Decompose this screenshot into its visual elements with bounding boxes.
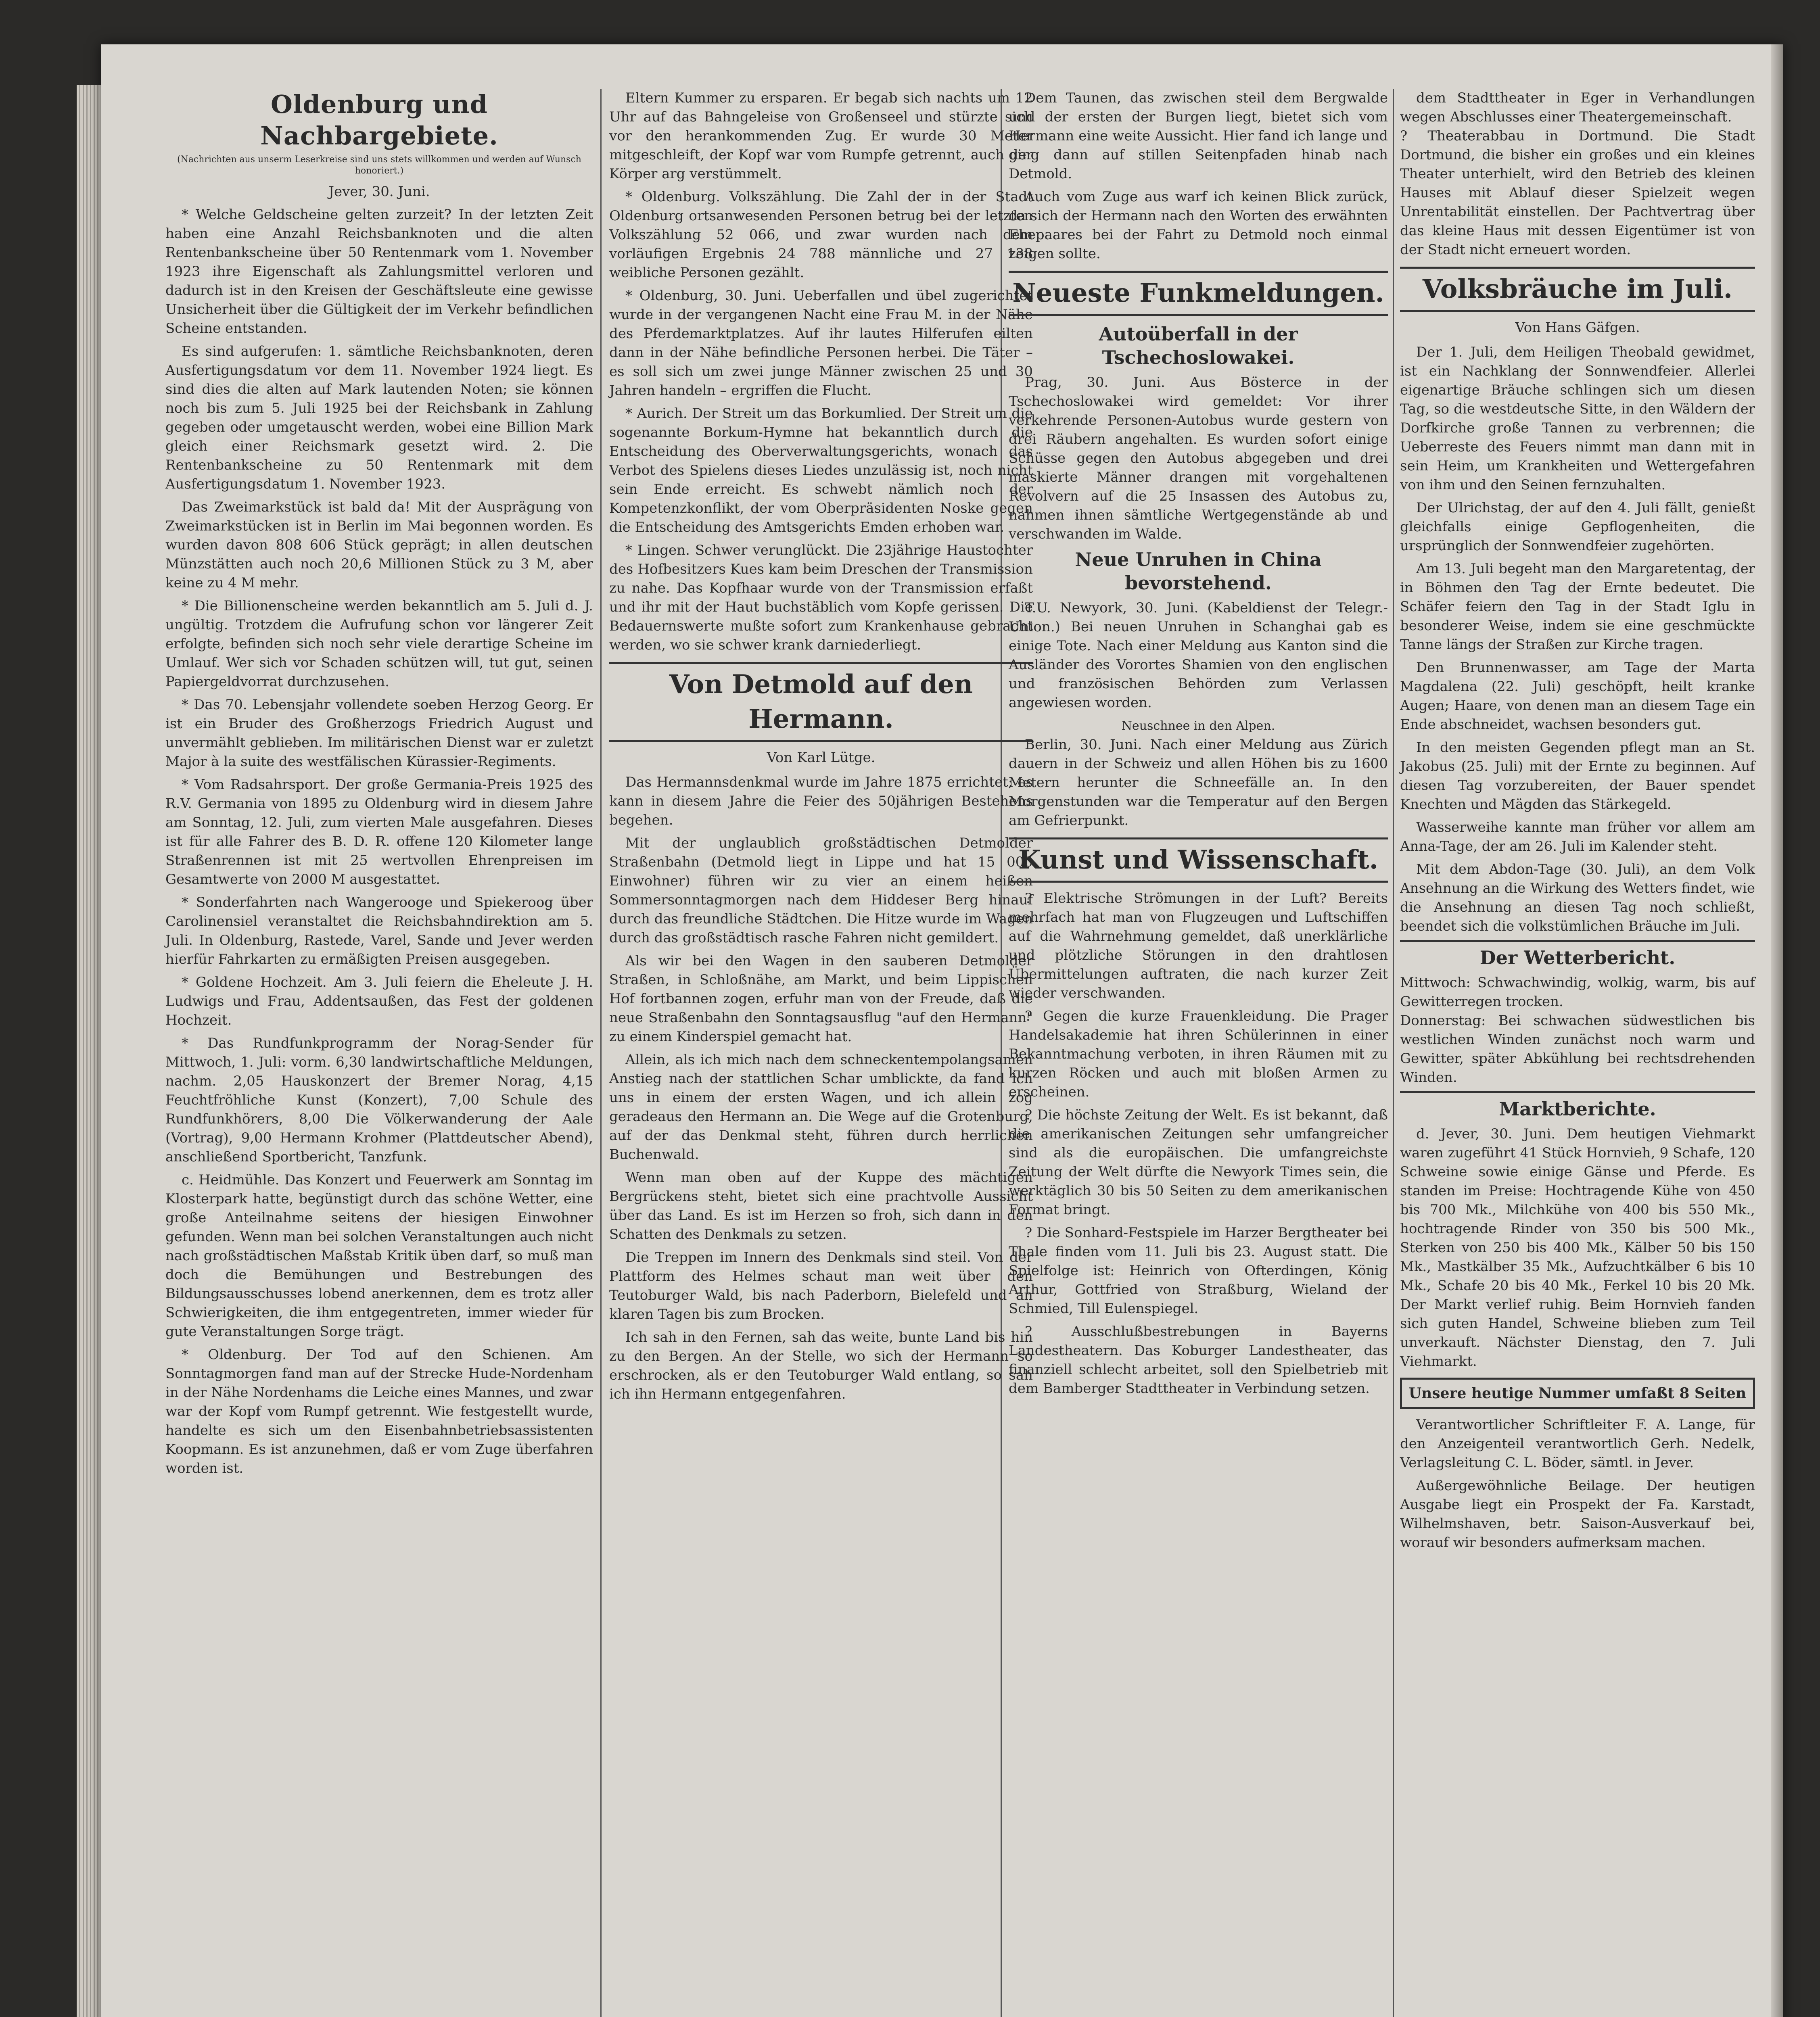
article-paragraph: T.U. Newyork, 30. Juni. (Kabeldienst der Telegr.-Union.) Bei neuen Unruhen in Schanghai gab es einige Tote. Nach einer Meldung aus Kanton sind die Ausländer des Vorortes Shamien von den englischen und französischen Behörden zum Verlassen angewiesen worden. — [1009, 600, 1388, 711]
detmold-heading: Von Detmold auf den Hermann. — [609, 662, 1033, 742]
article-paragraph: * Oldenburg. Der Tod auf den Schienen. Am Sonntagmorgen fand man auf der Strecke Hude-Nordenham in der Nähe Nordenhams die Leiche eines Mannes, und zwar war der Kopf vom Rumpf getrennt. Wie festgestellt wurde, handelte es sich um den Eisenbahnbetriebsassistenten Koopmann. Es ist anzunehmen, daß er vom Zuge überfahren worden ist. — [165, 1347, 593, 1476]
article-paragraph: Dem Taunen, das zwischen steil dem Bergwalde und der ersten der Burgen liegt, bietet sich vom Hermann eine weite Aussicht. Hier fand ich lange und ging dann auf stillen Seitenpfaden hinab nach Detmold. — [1009, 90, 1388, 182]
funk-subheading: Neue Unruhen in China bevorstehend. — [1075, 549, 1322, 594]
article-paragraph: Mit dem Abdon-Tage (30. Juli), an dem Volk Ansehnung an die Wirkung des Wetters findet, wie die Ansehnung an diesen Tag noch schließt, beendet sich die volkstümlichen Bräuche im Juli. — [1400, 861, 1755, 934]
page-right-edge — [1771, 44, 1783, 2017]
article-paragraph: ? Die höchste Zeitung der Welt. Es ist bekannt, daß die amerikanischen Zeitungen sehr umfangreicher sind als die europäischen. Die umfangreichste Zeitung der Welt dürfte die Newyork Times sein, die werktäglich 30 bis 50 Seiten zu dem amerikanischen Format bringt. — [1009, 1107, 1388, 1218]
article-paragraph: Berlin, 30. Juni. Nach einer Meldung aus Zürich dauern in der Schweiz und allen Höhen bis zu 1600 Metern herunter die Schneefälle an. In den Morgenstunden war die Temperatur auf den Bergen am Gefrierpunkt. — [1009, 737, 1388, 829]
article-paragraph: Prag, 30. Juni. Aus Bösterce in der Tschechoslowakei wird gemeldet: Vor ihrer verkehrende Personen-Autobus wurde gestern von drei Räubern angehalten. Es wurden sofort einige Schüsse gegen den Autobus abgegeben und drei maskierte Männer drangen mit vorgehaltenen Revolvern auf die 25 Insassen des Autobus zu, nahmen ihnen sämtliche Wertgegenstände ab und verschwanden im Walde. — [1009, 374, 1388, 542]
article-paragraph: * Vom Radsahrsport. Der große Germania-Preis 1925 des R.V. Germania von 1895 zu Oldenburg wird in diesem Jahre am Sonntag, 12. Juli, zum vierten Male ausgefahren. Dieses ist für alle Fahrer des B. D. R. offene 120 Kilometer lange Straßenrennen ist mit 25 wertvollen Ehrenpreisen im Gesamtwerte von 2000 M ausgestattet. — [165, 777, 593, 887]
column-2 — [609, 89, 1033, 1408]
article-paragraph: Wenn man oben auf der Kuppe des mächtigen Bergrückens steht, bietet sich eine prachtvolle Aussicht über das Land. Es ist im Herzen so froh, sich dann in den Schatten des Denkmals zu setzen. — [609, 1169, 1033, 1242]
article-paragraph: Es sind aufgerufen: 1. sämtliche Reichsbanknoten, deren Ausfertigungsdatum vor dem 11. November 1924 liegt. Es sind dies die alten auf Mark lautenden Noten; sie können noch bis zum 5. Juli 1925 bei der Reichsbank in Zahlung gegeben oder umgetauscht werden, wobei eine Billion Mark gleich einer Reichsmark gesetzt wird. 2. Die Rentenbankscheine zu 50 Rentenmark mit dem Ausfertigungsdatum 1. November 1923. — [165, 343, 593, 492]
beilage-note: Außergewöhnliche Beilage. Der heutigen Ausgabe liegt ein Prospekt der Fa. Karstadt, Wilhelmshaven, betr. Saison-Ausverkauf bei, worauf wir besonders aufmerksam machen. — [1400, 1478, 1755, 1551]
article-paragraph: * Das Rundfunkprogramm der Norag-Sender für Mittwoch, 1. Juli: vorm. 6,30 landwirtschaftliche Meldungen, nachm. 2,05 Hauskonzert der Bremer Norag, 4,15 Feuchtfröhliche Kunst (Konzert), 7,00 Schule des Rundfunkhörers, 8,00 Die Völkerwanderung der Aale (Vortrag), 9,00 Hermann Krohmer (Plattdeutscher Abend), anschließend Sportbericht, Tanzfunk. — [165, 1035, 593, 1165]
article-paragraph: Als wir bei den Wagen in den sauberen Detmolder Straßen, in Schloßnähe, am Markt, und beim Lippischen Hof fortbannen zogen, erfuhr man von der Freude, daß die neue Straßenbahn den Sonntagsausflug "auf den Hermann" zu einem Kinderspiel gemacht hat. — [609, 953, 1033, 1045]
article-paragraph: ? Die Sonhard-Festspiele im Harzer Bergtheater bei Thale finden vom 11. Juli bis 23. August statt. Die Spielfolge ist: Heinrich von Ofterdingen, König Arthur, Gottfried von Straßburg, Wieland der Schmied, Till Eulenspiegel. — [1009, 1225, 1388, 1317]
kunst-heading: Kunst und Wissenschaft. — [1009, 837, 1388, 883]
wetter-heading: Der Wetterbericht. — [1400, 940, 1755, 969]
article-paragraph: Wasserweihe kannte man früher vor allem am Anna-Tage, der am 26. Juli im Kalender steht. — [1400, 819, 1755, 854]
column-rule — [600, 89, 602, 2017]
article-paragraph: Das Zweimarkstück ist bald da! Mit der Ausprägung von Zweimarkstücken ist in Berlin im Mai begonnen worden. Es wurden davon 808 606 Stück geprägt; in allen deutschen Münzstätten auch noch 20,6 Millionen Stück zu 3 M, aber keine zu 4 M mehr. — [165, 499, 593, 591]
article-paragraph: ? Gegen die kurze Frauenkleidung. Die Prager Handelsakademie hat ihren Schülerinnen in einer Bekanntmachung verboten, in ihren Räumen mit zu kurzen Röcken und auch mit bloßen Armen zu erscheinen. — [1009, 1008, 1388, 1100]
volk-heading: Volksbräuche im Juli. — [1400, 267, 1755, 312]
article-paragraph: * Welche Geldscheine gelten zurzeit? In der letzten Zeit haben eine Anzahl Reichsbanknoten und die alten Rentenbankscheine über 50 Rentenmark vom 1. November 1923 ihre Eigenschaft als Zahlungsmittel verloren und dadurch ist in den Kreisen der Geschäftsleute eine gewisse Unsicherheit über die Gültigkeit der im Verkehr befindlichen Scheine entstanden. — [165, 207, 593, 336]
article-paragraph: Am 13. Juli begeht man den Margaretentag, der in Böhmen den Tag der Ernte bedeutet. Die Schäfer feiern den Tag in der Stadt Iglu in besonderer Weise, indem sie eine geschmückte Tanne längs der Straßen zur Kirche tragen. — [1400, 561, 1755, 653]
article-paragraph: ? Ausschlußbestrebungen in Bayerns Landestheatern. Das Koburger Landestheater, das finanziell schlecht arbeitet, soll den Spielbetrieb mit dem Bamberger Stadttheater in Verbindung setzen. — [1009, 1324, 1388, 1397]
article-paragraph: Eltern Kummer zu ersparen. Er begab sich nachts um 12 Uhr auf das Bahngeleise von Großenseel und stürzte sich vor den herankommenden Zug. Er wurde 30 Meter mitgeschleift, der Kopf war vom Rumpfe getrennt, auch der Körper arg verstümmelt. — [609, 90, 1033, 182]
article-paragraph: ? Elektrische Strömungen in der Luft? Bereits mehrfach hat man von Flugzeugen und Luftschiffen auf die Wahrnehmung gemeldet, daß unerklärliche und plötzliche Störungen in den drahtlosen Übermittelungen auftraten, die nach kurzer Zeit wieder verschwanden. — [1009, 890, 1388, 1001]
funk-subheading: Autoüberfall in der Tschechoslowakei. — [1099, 323, 1298, 368]
dateline: Jever, 30. Juni. — [328, 184, 430, 200]
section-title: Oldenburg und Nachbargebiete. — [260, 90, 498, 150]
article-paragraph: * Die Billionenscheine werden bekanntlich am 5. Juli d. J. ungültig. Trotzdem die Aufrufung schon vor längerer Zeit erfolgte, befinden sich noch sehr viele derartige Scheine im Umlauf. Wer sich vor Schaden schützen will, tut gut, seinen Papiergeldvorrat durchzusehen. — [165, 598, 593, 690]
article-paragraph: dem Stadttheater in Eger in Verhandlungen wegen Abschlusses einer Theatergemeinschaft. ? Theaterabbau in Dortmund. Die Stadt Dortmund, die bisher ein großes und ein kleines Theater unterhielt, wird den Betrieb des kleinen Hauses mit Ablauf dieser Spielzeit wegen Unrentabilität einstellen. Der Pachtvertrag über das kleine Haus mit dessen Eigentümer ist von der Stadt nicht erneuert worden. — [1400, 90, 1755, 258]
column-3 — [1009, 89, 1388, 1402]
article-paragraph: * Sonderfahrten nach Wangerooge und Spiekeroog über Carolinensiel veranstaltet die Reichsbahndirektion am 5. Juli. In Oldenburg, Rastede, Varel, Sande und Jever werden hierfür Fahrkarten zu ermäßigten Preisen ausgegeben. — [165, 894, 593, 967]
article-paragraph: Mit der unglaublich großstädtischen Detmolder Straßenbahn (Detmold liegt in Lippe und hat 15 000 Einwohner) führen wir zu vier an einem heißen Sommersonntagmorgen nach dem Hiddeser Berg hinauf durch das freundliche Städtchen. Die Hitze wurde im Wagen durch das großstädtisch rasche Fahren nicht gemildert. — [609, 835, 1033, 946]
volk-byline: Von Hans Gäfgen. — [1515, 319, 1640, 336]
impressum: Verantwortlicher Schriftleiter F. A. Lange, für den Anzeigenteil verantwortlich Gerh. Nedelk, Verlagsleitung C. L. Böder, sämtl. in Jever. — [1400, 1417, 1755, 1471]
article-paragraph: Ich sah in den Fernen, sah das weite, bunte Land bis hin zu den Bergen. An der Stelle, wo sich der Hermann so erschrocken, als er den Teutoburger Wald entlang, so sah ich ihn Hermann entgegenfahren. — [609, 1329, 1033, 1402]
article-paragraph: Der Ulrichstag, der auf den 4. Juli fällt, genießt gleichfalls einige Gepflogenheiten, die ursprünglich der Sonnwendfeier zugehörten. — [1400, 500, 1755, 554]
article-paragraph: Den Brunnenwasser, am Tage der Marta Magdalena (22. Juli) geschöpft, heilt kranke Augen; Haare, von denen man an diesem Tage ein Ende abschneidet, wachsen besonders gut. — [1400, 660, 1755, 733]
article-paragraph: * Das 70. Lebensjahr vollendete soeben Herzog Georg. Er ist ein Bruder des Großherzogs Friedrich August und unvermählt geblieben. Im militärischen Dienst war er zuletzt Major à la suite des westfälischen Kürassier-Regiments. — [165, 697, 593, 770]
article-paragraph: Allein, als ich mich nach dem schneckentempolangsamen Anstieg nach der stattlichen Schar umblickte, da fand ich uns in einem der ersten Wagen, und ich allein zog geradeaus den Hermann an. Die Wege auf die Grotenburg, auf der das Denkmal steht, führen durch herrlichen Buchenwald. — [609, 1052, 1033, 1163]
article-paragraph: Das Hermannsdenkmal wurde im Jahre 1875 errichtet; es kann in diesem Jahre die Feier des 50jährigen Bestehens begehen. — [609, 774, 1033, 828]
article-paragraph: * Oldenburg. Volkszählung. Die Zahl der in der Stadt Oldenburg ortsanwesenden Personen betrug bei der letzten Volkszählung 52 066, und zwar wurden nach dem vorläufigen Ergebnis 24 788 männliche und 27 138 weibliche Personen gezählt. — [609, 189, 1033, 281]
article-paragraph: * Lingen. Schwer verunglückt. Die 23jährige Haustochter des Hofbesitzers Kues kam beim Dreschen der Transmission zu nahe. Das Kopfhaar wurde von der Transmission erfaßt und ihr mit der Haut buchstäblich vom Kopfe gerissen. Die Bedauernswerte mußte sofort zum Krankenhause gebracht werden, wo sie schwer krank darniederliegt. — [609, 542, 1033, 653]
markt-text: d. Jever, 30. Juni. Dem heutigen Viehmarkt waren zugeführt 41 Stück Hornvieh, 9 Schafe, 120 Schweine sowie einige Gänse und Pferde. Es standen im Preise: Hochtragende Kühe von 450 bis 700 Mk., Milchkühe von 400 bis 550 Mk., hochtragende Rinder von 350 bis 500 Mk., Sterken von 250 bis 400 Mk., Kälber 50 bis 150 Mk., Mastkälber 35 Mk., Aufzuchtkälber 6 bis 10 Mk., Schafe 20 bis 40 Mk., Ferkel 10 bis 20 Mk. Der Markt verlief ruhig. Beim Hornvieh fanden sich guten Handel, Schweine blieben zum Teil unverkauft. Nächster Dienstag, den 7. Juli Viehmarkt. — [1400, 1126, 1755, 1370]
article-paragraph: Die Treppen im Innern des Denkmals sind steil. Von der Plattform des Helmes schaut man weit über den Teutoburger Wald, bis nach Paderborn, Bielefeld und an klaren Tagen bis zum Brocken. — [609, 1249, 1033, 1322]
article-paragraph: In den meisten Gegenden pflegt man an St. Jakobus (25. Juli) mit der Ernte zu beginnen. Auf diesen Tag vorzubereiten, der Bauer spendet Knechten und Mägden das Stärkegeld. — [1400, 739, 1755, 812]
article-paragraph: * Oldenburg, 30. Juni. Ueberfallen und übel zugerichtet wurde in der vergangenen Nacht eine Frau M. in der Nähe des Pferdemarktplatzes. Auf ihr lautes Hilferufen eilten dann in der Nähe befindliche Personen herbei. Die Täter – es soll sich um zwei junge Männer zwischen 25 und 30 Jahren handeln – ergriffen die Flucht. — [609, 288, 1033, 399]
article-paragraph: Der 1. Juli, dem Heiligen Theobald gewidmet, ist ein Nachklang der Sonnwendfeier. Allerlei eigenartige Bräuche schlingen sich um diesen Tag, so die westdeutsche Sitte, in den Wäldern der Dorfkirche große Tannen zu verbrennen; die Ueberreste des Feuers nimmt man dann mit in sein Heim, um Krankheiten und Wettergefahren von ihm und den Seinen fernzuhalten. — [1400, 344, 1755, 493]
funk-heading: Neueste Funkmeldungen. — [1009, 271, 1388, 316]
column-1 — [165, 89, 593, 1482]
article-paragraph: Auch vom Zuge aus warf ich keinen Blick zurück, da sich der Hermann nach den Worten des erwähnten Ehepaares bei der Fahrt zu Detmold noch einmal zeigen sollte. — [1009, 189, 1388, 262]
article-paragraph: * Goldene Hochzeit. Am 3. Juli feiern die Eheleute J. H. Ludwigs und Frau, Addentsaußen, das Fest der goldenen Hochzeit. — [165, 974, 593, 1028]
article-paragraph: c. Heidmühle. Das Konzert und Feuerwerk am Sonntag im Klosterpark hatte, begünstigt durch das schöne Wetter, eine große Anteilnahme seitens der hiesigen Einwohner gefunden. Wenn man bei solchen Veranstaltungen auch nicht nach großstädtischen Maßstab Kritik üben darf, so muß man doch die Bemühungen und Bestrebungen des Bildungsausschusses lobend anerkennen, dem es trotz aller Schwierigkeiten, die ihm entgegentreten, immer wieder für gute Veranstaltungen Sorge trägt. — [165, 1172, 593, 1340]
section-subtitle: (Nachrichten aus unserm Leserkreise sind uns stets willkommen und werden auf Wunsch honoriert.) — [177, 155, 581, 176]
article-paragraph: * Aurich. Der Streit um das Borkumlied. Der Streit um die sogenannte Borkum-Hymne hat bekanntlich durch die Entscheidung des Oberverwaltungsgerichts, wonach das Verbot des Spielens dieses Liedes unzulässig ist, noch nicht sein Ende erreicht. Es schwebt nämlich noch der Kompetenzkonflikt, der vom Oberpräsidenten Noske gegen die Entscheidung des Amtsgerichts Emden erhoben war. — [609, 405, 1033, 535]
wetter-text: Mittwoch: Schwachwindig, wolkig, warm, bis auf Gewitterregen trocken. Donnerstag: Bei schwachen südwestlichen bis westlichen Winden zunächst noch warm und Gewitter, später Abkühlung bei rechtsdrehenden Winden. — [1400, 975, 1755, 1086]
column-rule — [1393, 89, 1394, 2017]
umfang-box: Unsere heutige Nummer umfaßt 8 Seiten — [1400, 1378, 1755, 1409]
column-4 — [1400, 89, 1755, 1556]
funk-subheading-small: Neuschnee in den Alpen. — [1121, 719, 1275, 733]
detmold-byline: Von Karl Lütge. — [767, 750, 876, 766]
markt-heading: Marktberichte. — [1400, 1091, 1755, 1121]
